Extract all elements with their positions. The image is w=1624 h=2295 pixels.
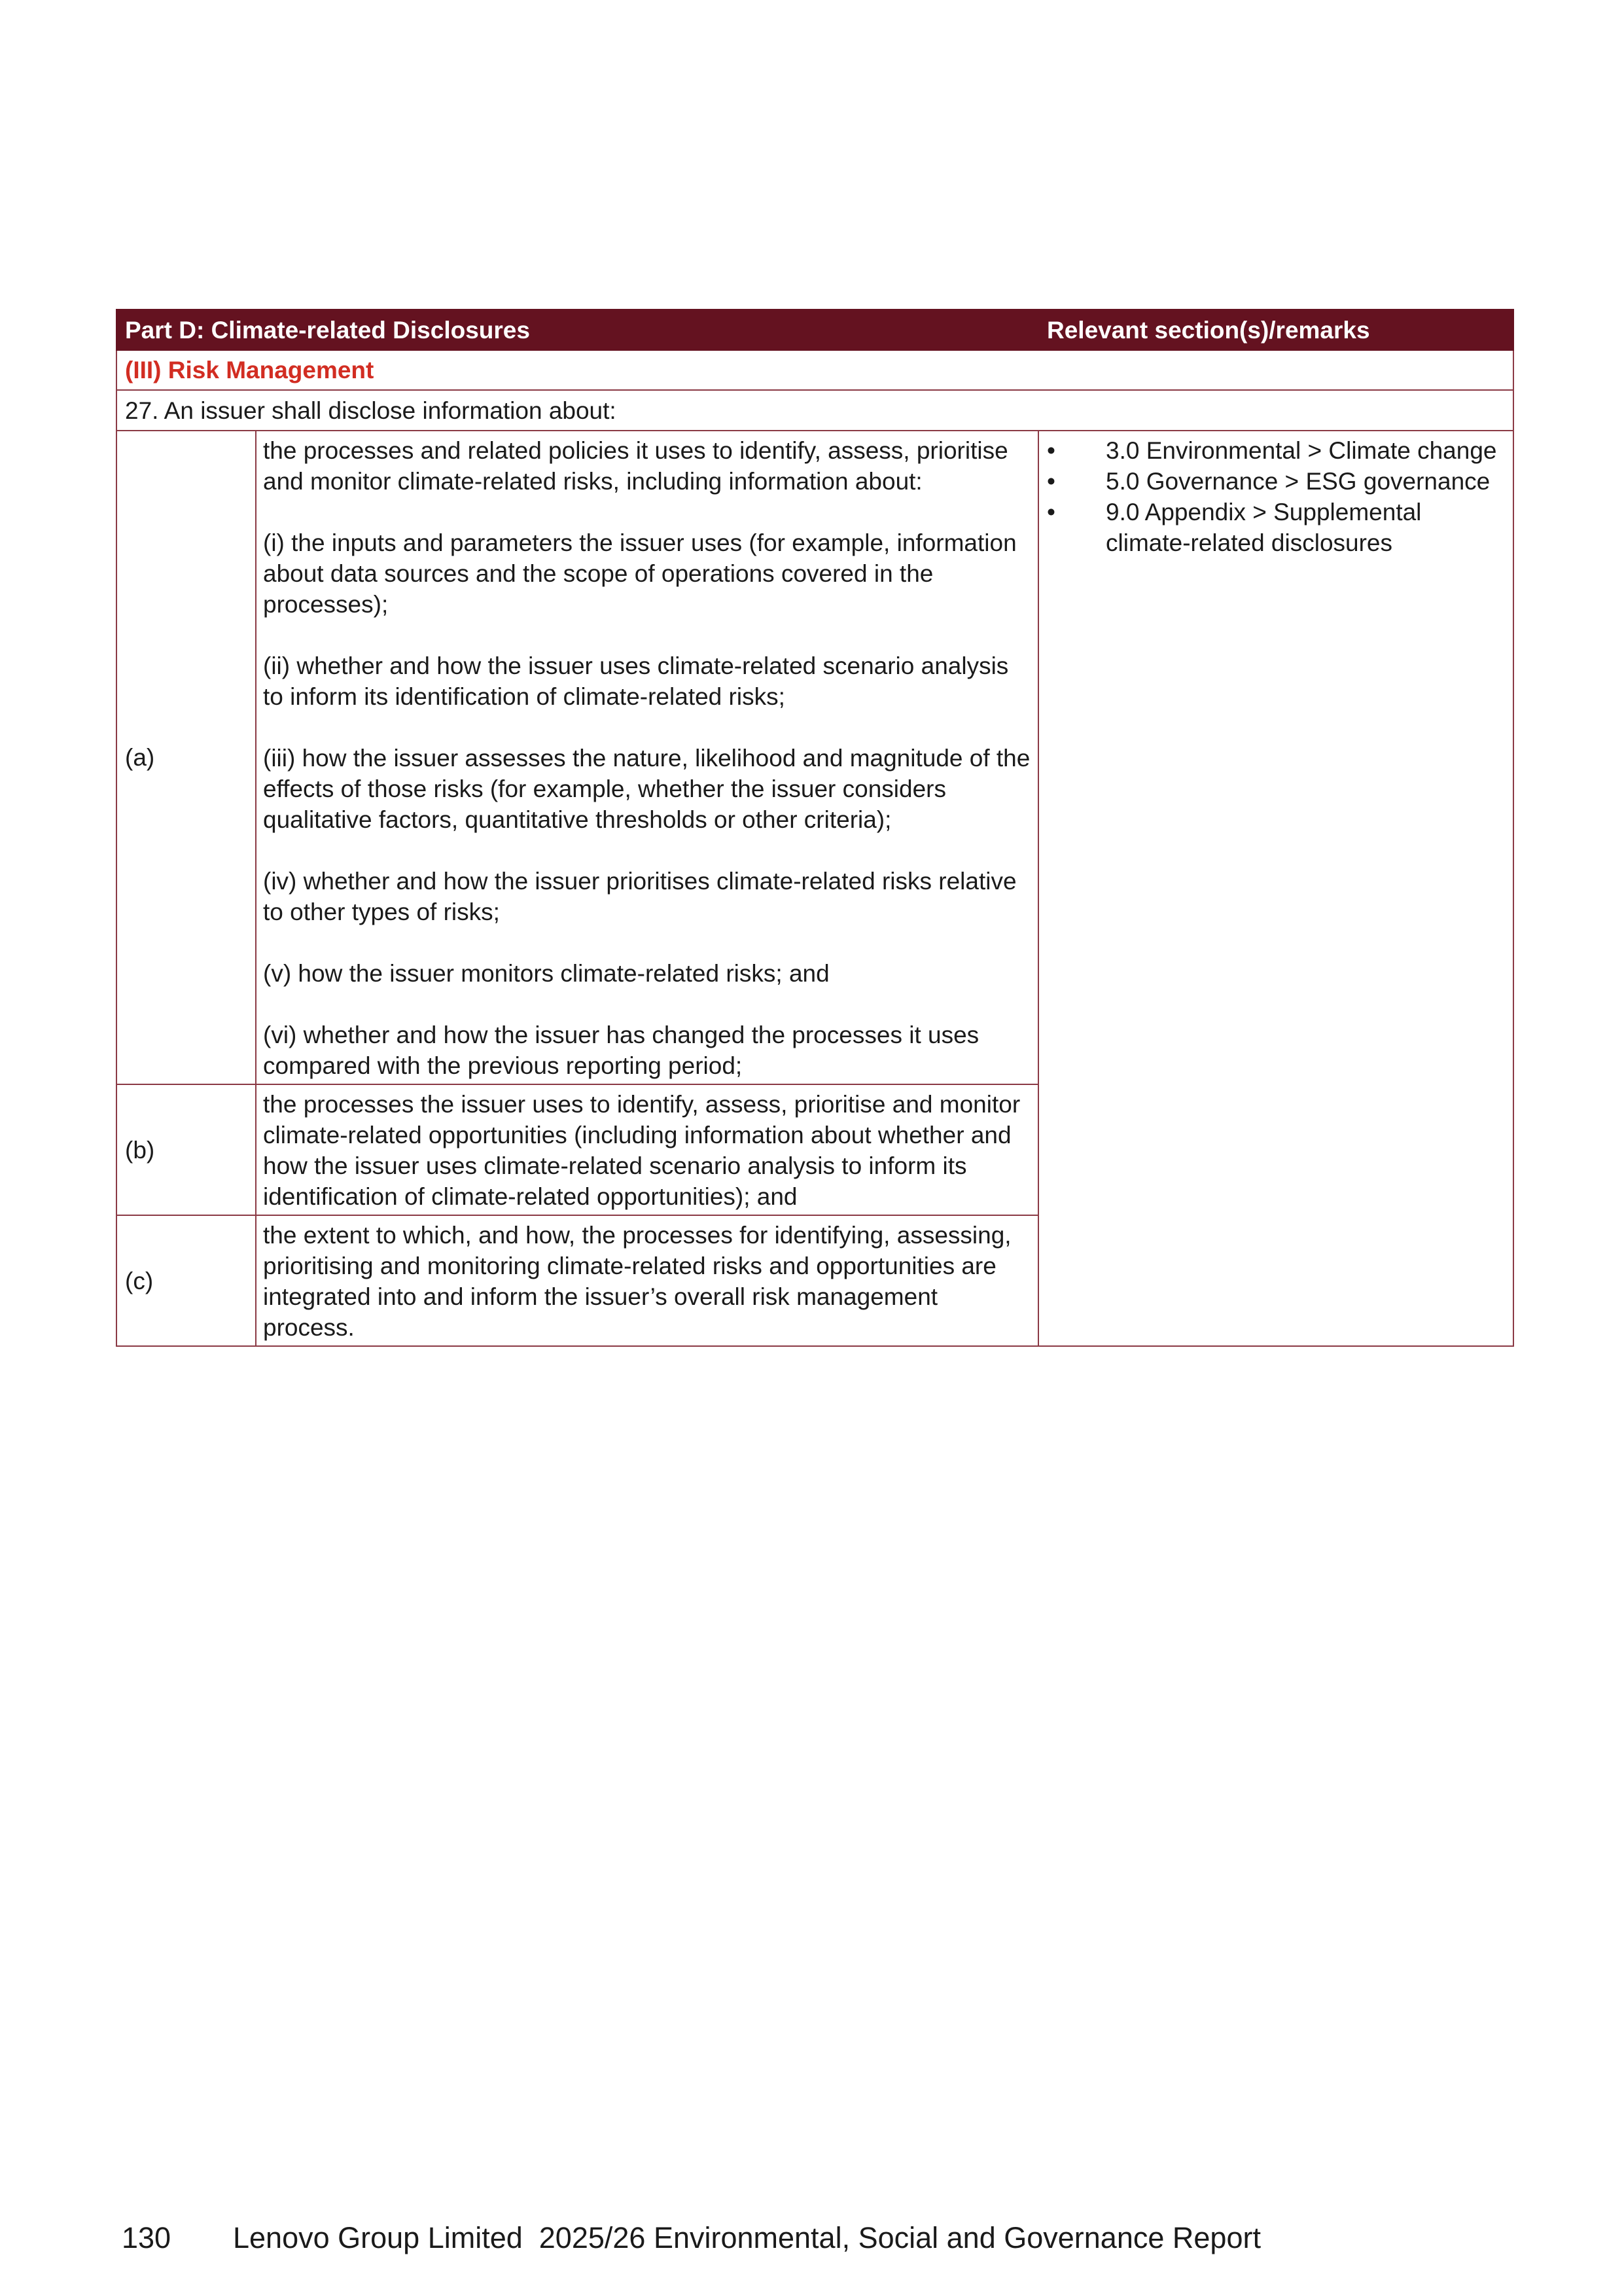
- paragraph: the processes and related policies it uses to identify, assess, prioritise and monitor climate-related risks, including information about:: [263, 437, 1008, 495]
- paragraph: (iv) whether and how the issuer prioritises climate-related risks relative to other types of risks;: [263, 868, 1017, 925]
- row-content-b: the processes the issuer uses to identify, assess, prioritise and monitor climate-related opportunities (including information about whether and how the issuer uses climate-related scenario analysis to inform its identification of climate-related opportunities); and: [256, 1084, 1038, 1215]
- footer-text: Lenovo Group Limited 2025/26 Environmental, Social and Governance Report: [233, 2221, 1261, 2254]
- bullet-icon: •: [1047, 499, 1055, 525]
- remarks-cell: [1038, 431, 1513, 1346]
- remarks-item-text: 9.0 Appendix > Supplemental climate-related disclosures: [1106, 499, 1422, 556]
- remarks-item: [1046, 435, 1506, 466]
- header-title: Part D: Climate-related Disclosures: [116, 310, 1038, 350]
- paragraph: (iii) how the issuer assesses the nature, likelihood and magnitude of the effects of those risks (for example, whether the issuer considers qualitative factors, quantitative thresholds or other criteria);: [263, 745, 1031, 833]
- remarks-item: [1046, 466, 1506, 497]
- row-content-a: [256, 431, 1038, 1084]
- paragraph: (i) the inputs and parameters the issuer uses (for example, information about data sources and the scope of operations covered in the processes);: [263, 529, 1017, 618]
- row-label-a: (a): [116, 431, 256, 1084]
- remarks-item: [1046, 497, 1506, 558]
- disclosure-table: [116, 309, 1514, 1347]
- remarks-list: [1046, 435, 1506, 558]
- section-title-row: [116, 350, 1513, 390]
- bullet-icon: •: [1047, 468, 1055, 495]
- paragraph: (v) how the issuer monitors climate-related risks; and: [263, 960, 830, 987]
- paragraph: (ii) whether and how the issuer uses climate-related scenario analysis to inform its identification of climate-related risks;: [263, 652, 1009, 710]
- page-number: 130: [122, 2221, 171, 2254]
- table-header-row: [116, 310, 1513, 350]
- remarks-item-text: 3.0 Environmental > Climate change: [1106, 437, 1497, 464]
- intro-row: [116, 390, 1513, 431]
- row-content-c: the extent to which, and how, the processes for identifying, assessing, prioritising and monitoring climate-related risks and opportunities are integrated into and inform the issuer’s overall risk management process.: [256, 1215, 1038, 1346]
- intro-text: 27. An issuer shall disclose information about:: [116, 390, 1513, 431]
- page-footer: [122, 2220, 1261, 2256]
- section-title: (III) Risk Management: [116, 350, 1513, 390]
- header-remarks: Relevant section(s)/remarks: [1038, 310, 1513, 350]
- paragraph: (vi) whether and how the issuer has changed the processes it uses compared with the previous reporting period;: [263, 1022, 980, 1079]
- bullet-icon: •: [1047, 437, 1055, 464]
- row-label-c: (c): [116, 1215, 256, 1346]
- remarks-item-text: 5.0 Governance > ESG governance: [1106, 468, 1491, 495]
- table-row: [116, 431, 1513, 1084]
- row-label-b: (b): [116, 1084, 256, 1215]
